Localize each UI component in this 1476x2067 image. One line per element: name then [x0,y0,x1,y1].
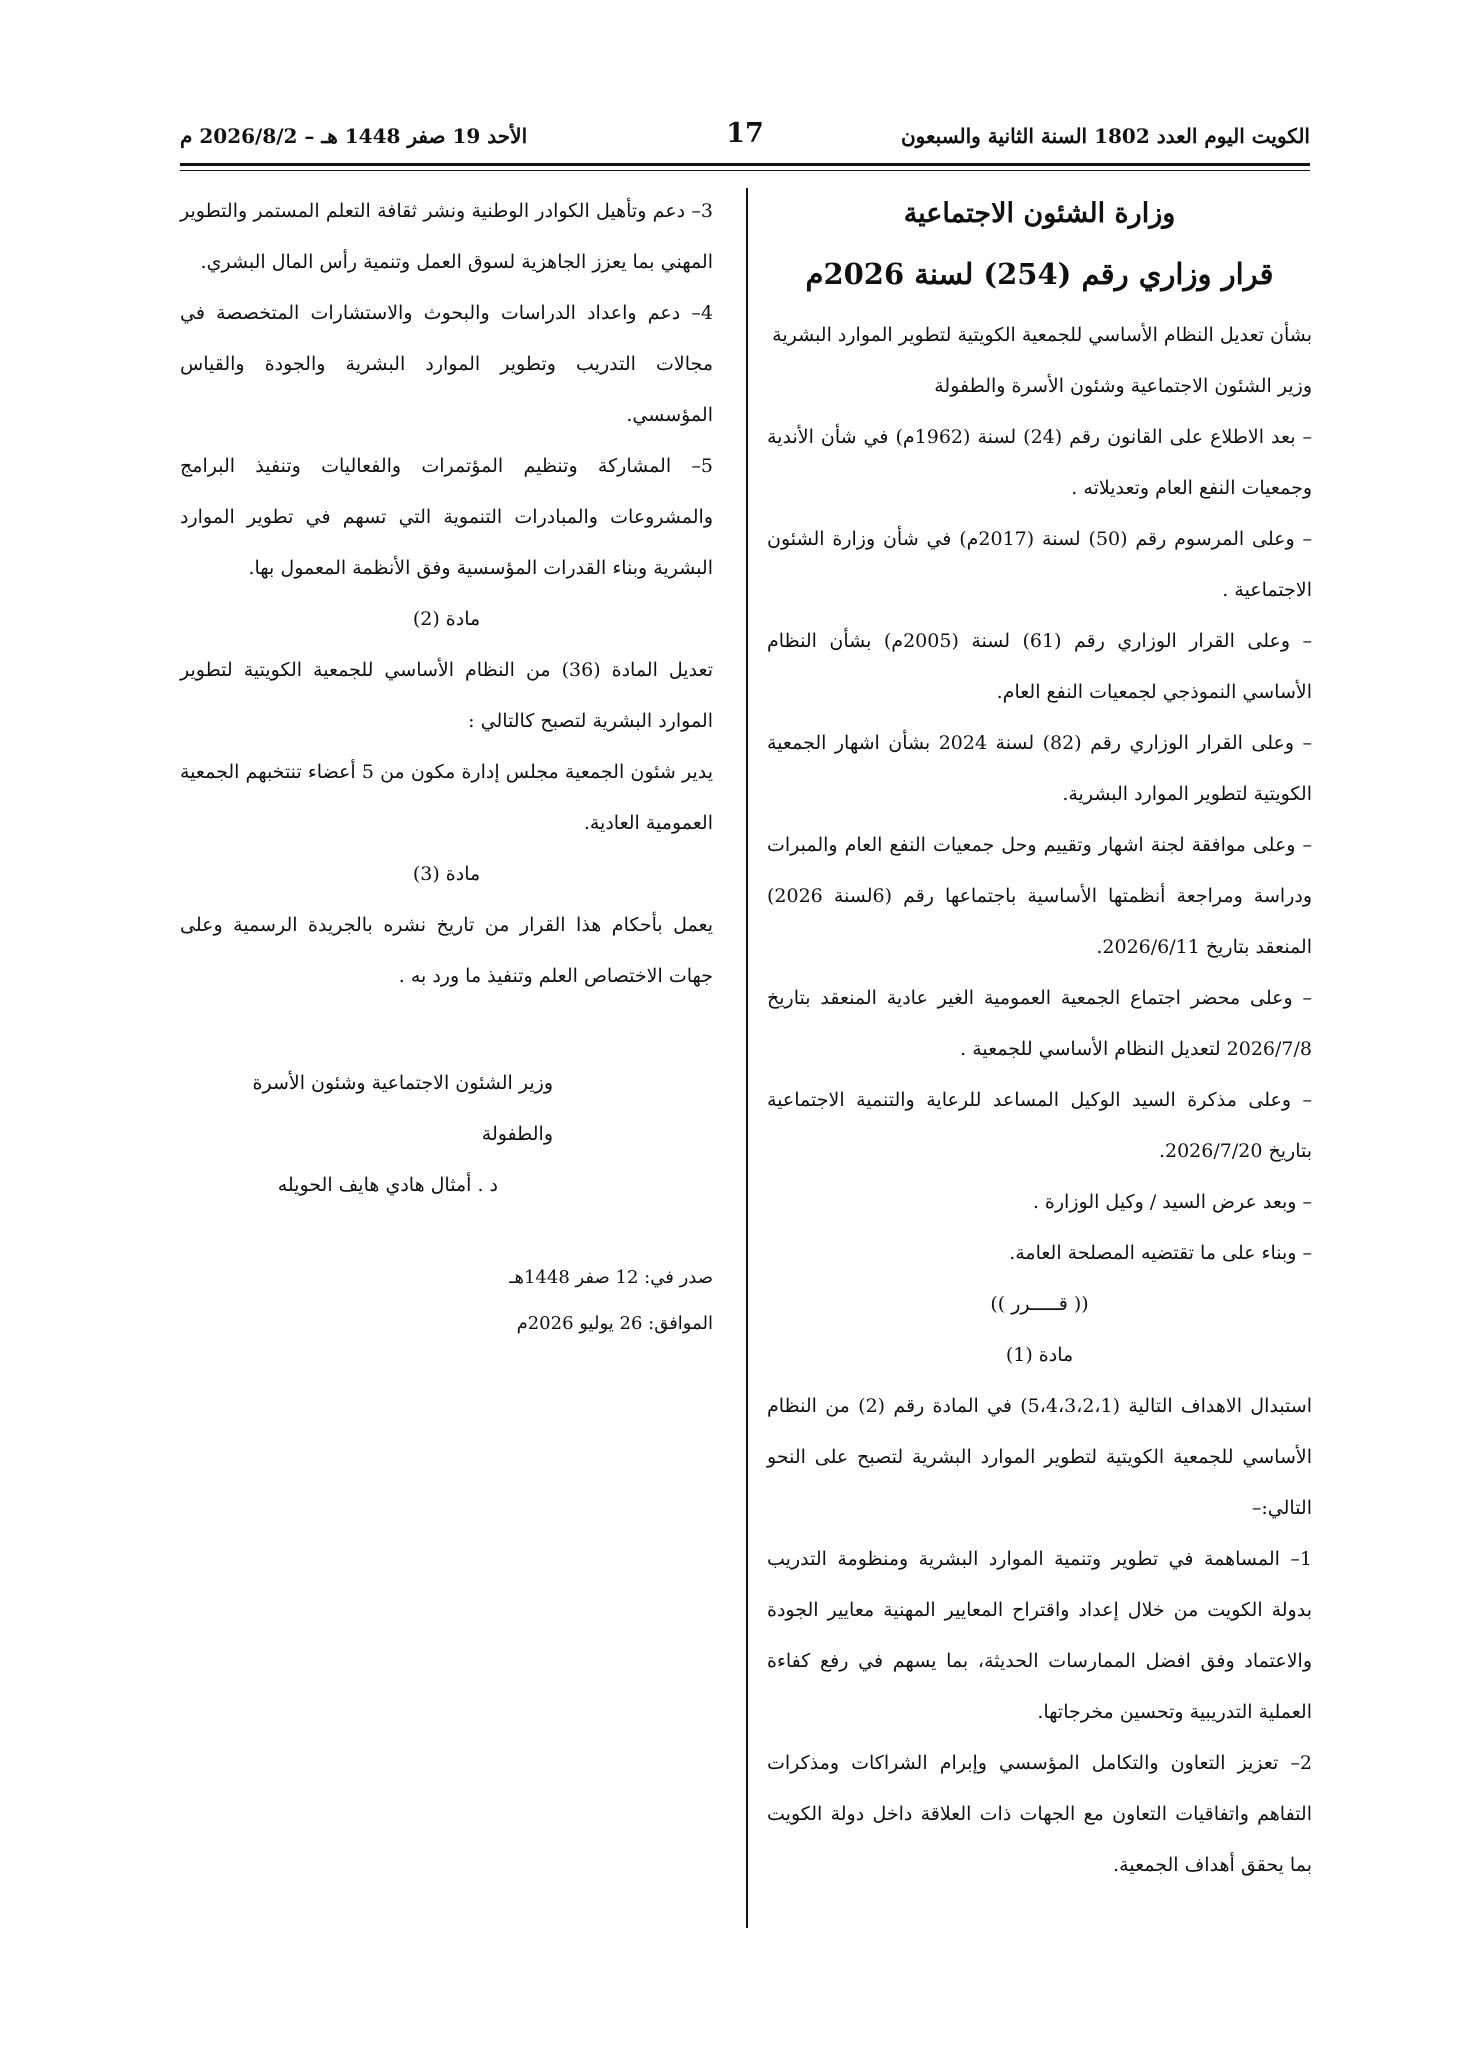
preamble-decision-61: – وعلى القرار الوزاري رقم (61) لسنة (2005م) بشأن النظام الأساسي النموذجي لجمعيات النفع العام. [767,630,1312,703]
publication-date: الأحد 19 صفر 1448 هـ – 2026/8/2 م [180,124,528,148]
preamble-assembly: – وعلى محضر اجتماع الجمعية العمومية الغير عادية المنعقد بتاريخ 2026/7/8 لتعديل النظام الأساسي للجمعية . [767,987,1312,1060]
article-1-title: مادة (1) [1005,1344,1074,1366]
issued-date-gregorian: الموافق: 26 يوليو 2026م [516,1313,713,1334]
preamble-committee: – وعلى موافقة لجنة اشهار وتقييم وحل جمعيات النفع العام والمبرات ودراسة ومراجعة أنظمتها الأساسية باجتماعها رقم (6لسنة 2026) المنعقد بتاريخ 2026/6/11. [767,834,1312,958]
preamble-undersecretary: – وبعد عرض السيد / وكيل الوزارة . [1032,1191,1312,1213]
minister-line: وزير الشئون الاجتماعية وشئون الأسرة والطفولة [934,375,1312,397]
header-rule-thick [180,163,1310,166]
article-1-intro: استبدال الاهداف التالية (5،4،3،2،1) في المادة رقم (2) من النظام الأساسي للجمعية الكويتية لتطوير الموارد البشرية لتصبح على النحو التالي:– [767,1395,1313,1519]
decision-title: قرار وزاري رقم (254) لسنة 2026م [805,257,1274,291]
preamble-memo: – وعلى مذكرة السيد الوكيل المساعد للرعاية والتنمية الاجتماعية بتاريخ 2026/7/20. [767,1089,1312,1162]
column-divider [746,188,748,1928]
article-2-text: تعديل المادة (36) من النظام الأساسي للجمعية الكويتية لتطوير الموارد البشرية لتصبح كالتالي : [180,659,713,732]
decides-heading: (( قـــــرر )) [990,1293,1089,1315]
page-number: 17 [726,118,764,149]
header-rule-thin [180,170,1310,171]
left-column [180,186,713,1347]
goal-2: 2– تعزيز التعاون والتكامل المؤسسي وإبرام الشراكات ومذكرات التفاهم واتفاقيات التعاون مع الجهات ذات العلاقة داخل دولة الكويت بما يحقق أهداف الجمعية. [767,1752,1312,1876]
ministry-title: وزارة الشئون الاجتماعية [903,198,1176,229]
preamble-public-interest: – وبناء على ما تقتضيه المصلحة العامة. [1009,1242,1312,1264]
signatory-name: د . أمثال هادي هايف الحويله [277,1174,498,1196]
goal-5: 5– المشاركة وتنظيم المؤتمرات والفعاليات وتنفيذ البرامج والمشروعات والمبادرات التنموية التي تسهم في تطوير الموارد البشرية وبناء القدرات المؤسسية وفق الأنظمة المعمول بها. [180,455,713,579]
goal-4: 4– دعم واعداد الدراسات والبحوث والاستشارات المتخصصة في مجالات التدريب وتطوير الموارد البشرية والجودة والقياس المؤسسي. [180,302,713,426]
gazette-issue-info: الكويت اليوم العدد 1802 السنة الثانية والسبعون [900,124,1310,148]
article-3-text: يعمل بأحكام هذا القرار من تاريخ نشره بالجريدة الرسمية وعلى جهات الاختصاص العلم وتنفيذ ما ورد به . [180,914,713,987]
preamble-decision-82: – وعلى القرار الوزاري رقم (82) لسنة 2024 بشأن اشهار الجمعية الكويتية لتطوير الموارد البشرية. [767,732,1312,805]
page-header [180,118,1310,160]
goal-3: 3– دعم وتأهيل الكوادر الوطنية ونشر ثقافة التعلم المستمر والتطوير المهني بما يعزز الجاهزية لسوق العمل وتنمية رأس المال البشري. [180,200,713,273]
article-2-title: مادة (2) [412,608,481,630]
issued-date-hijri: صدر في: 12 صفر 1448هـ [509,1267,713,1288]
article-3-title: مادة (3) [412,863,481,885]
goal-1: 1– المساهمة في تطوير وتنمية الموارد البشرية ومنظومة التدريب بدولة الكويت من خلال إعداد واقتراح المعايير المهنية معايير الجودة والاعتماد وفق افضل الممارسات الحديثة، بما يسهم في رفع كفاءة العملية التدريبية وتحسين مخرجاتها. [767,1548,1312,1723]
article-2-new-text: يدير شئون الجمعية مجلس إدارة مكون من 5 أعضاء تنتخبهم الجمعية العمومية العادية. [180,761,713,834]
right-column [767,186,1312,1891]
preamble-decree: – وعلى المرسوم رقم (50) لسنة (2017م) في شأن وزارة الشئون الاجتماعية . [767,528,1312,601]
decision-subject: بشأن تعديل النظام الأساسي للجمعية الكويتية لتطوير الموارد البشرية [772,324,1312,346]
signatory-title: وزير الشئون الاجتماعية وشئون الأسرة والطفولة [252,1072,553,1145]
preamble-law: – بعد الاطلاع على القانون رقم (24) لسنة (1962م) في شأن الأندية وجمعيات النفع العام وتعديلاته . [767,426,1312,499]
